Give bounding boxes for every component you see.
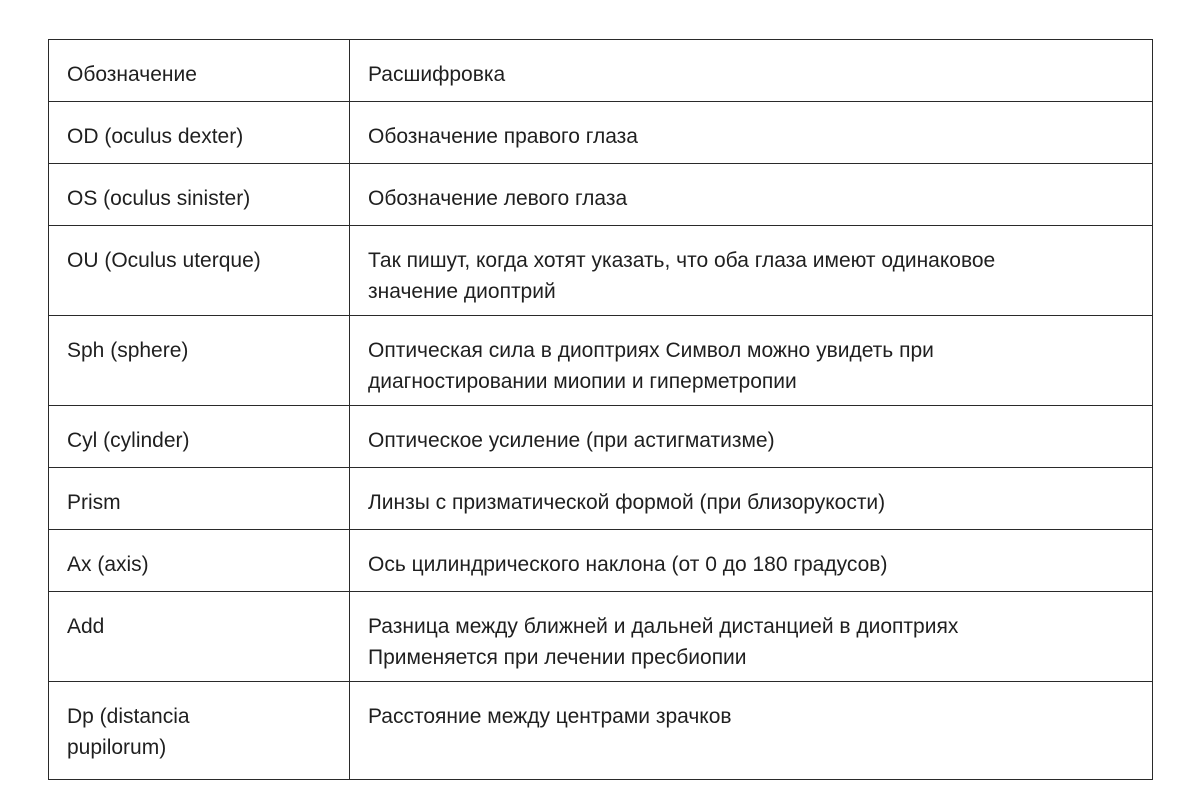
table-row: [49, 406, 1153, 468]
designation-text: Sph (sphere): [67, 339, 189, 362]
decoding-cell: [350, 102, 1153, 164]
designation-text: Dp (distancia pupilorum): [67, 705, 190, 759]
decoding-cell: [350, 592, 1153, 682]
table-row: [49, 102, 1153, 164]
designation-cell: [49, 592, 350, 682]
header-decoding-text: Расшифровка: [368, 63, 506, 86]
designation-text: Prism: [67, 491, 121, 514]
header-cell-decoding: [350, 40, 1153, 102]
decoding-cell: [350, 682, 1153, 780]
designation-text: OD (oculus dexter): [67, 125, 244, 148]
table-row: [49, 682, 1153, 780]
designation-text: OU (Oculus uterque): [67, 249, 261, 272]
glossary-table: [48, 39, 1153, 780]
designation-text: Cyl (cylinder): [67, 429, 190, 452]
decoding-text: Обозначение правого глаза: [368, 125, 638, 148]
designation-cell: [49, 406, 350, 468]
designation-text: Ax (axis): [67, 553, 149, 576]
designation-cell: [49, 468, 350, 530]
designation-cell: [49, 164, 350, 226]
decoding-text: Обозначение левого глаза: [368, 187, 628, 210]
designation-cell: [49, 530, 350, 592]
table-row: [49, 164, 1153, 226]
decoding-cell: [350, 226, 1153, 316]
glossary-table-container: [48, 39, 1153, 780]
designation-cell: [49, 682, 350, 780]
decoding-cell: [350, 316, 1153, 406]
table-header-row: [49, 40, 1153, 102]
decoding-text: Оптическая сила в диоптриях Символ можно увидеть при диагностировании миопии и гиперметропии: [368, 339, 934, 393]
header-designation-text: Обозначение: [67, 63, 197, 86]
decoding-cell: [350, 468, 1153, 530]
designation-text: Add: [67, 615, 105, 638]
table-row: [49, 226, 1153, 316]
table-row: [49, 592, 1153, 682]
decoding-cell: [350, 530, 1153, 592]
designation-cell: [49, 226, 350, 316]
designation-cell: [49, 316, 350, 406]
decoding-text: Оптическое усиление (при астигматизме): [368, 429, 775, 452]
decoding-cell: [350, 164, 1153, 226]
decoding-text: Линзы с призматической формой (при близорукости): [368, 491, 886, 514]
table-row: [49, 530, 1153, 592]
table-row: [49, 316, 1153, 406]
decoding-text: Ось цилиндрического наклона (от 0 до 180 градусов): [368, 553, 888, 576]
decoding-text: Разница между ближней и дальней дистанцией в диоптриях Применяется при лечении пресбиопии: [368, 615, 959, 669]
designation-text: OS (oculus sinister): [67, 187, 251, 210]
decoding-cell: [350, 406, 1153, 468]
decoding-text: Расстояние между центрами зрачков: [368, 705, 732, 728]
header-cell-designation: [49, 40, 350, 102]
table-row: [49, 468, 1153, 530]
decoding-text: Так пишут, когда хотят указать, что оба глаза имеют одинаковое значение диоптрий: [368, 249, 996, 303]
designation-cell: [49, 102, 350, 164]
